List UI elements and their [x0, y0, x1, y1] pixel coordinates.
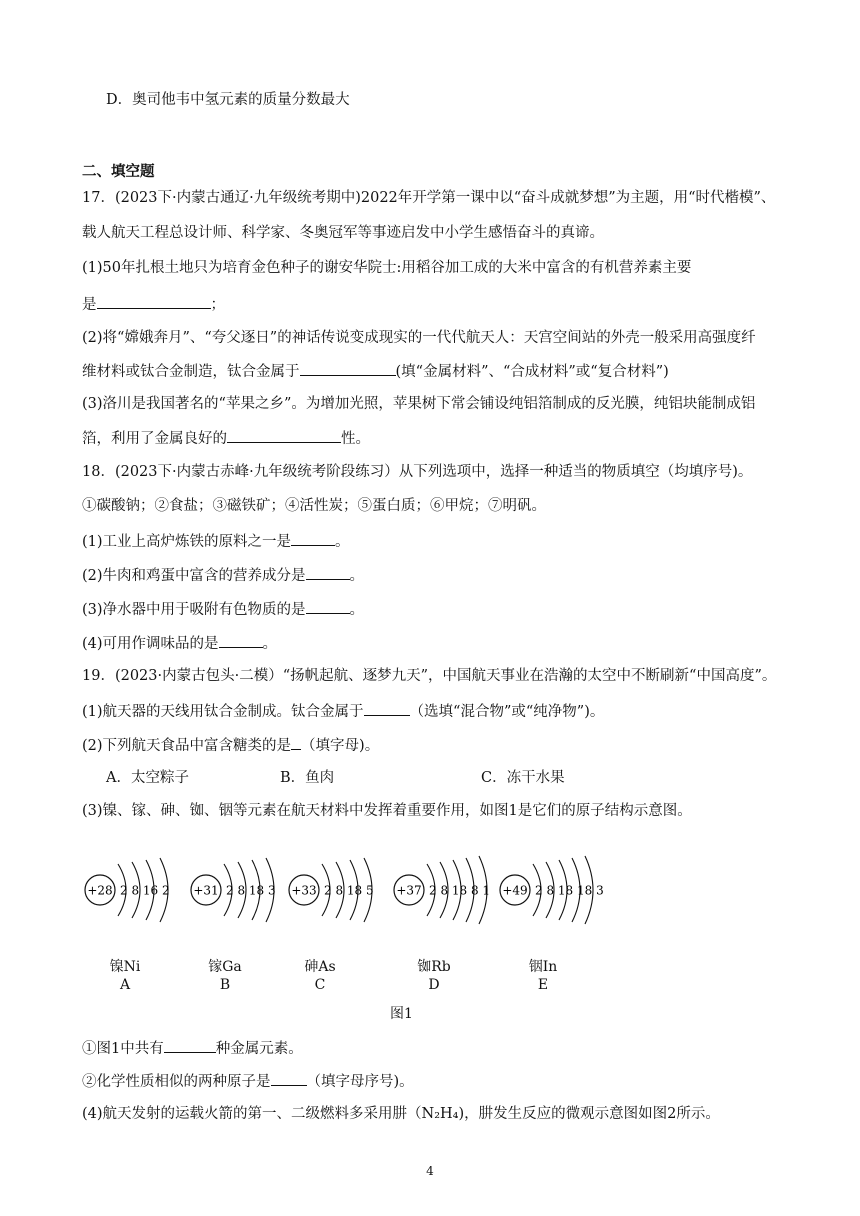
q17-2-line-2: [82, 360, 669, 382]
q19-4: (4)航天发射的运载火箭的第一、二级燃料多采用肼（N₂H₄)，肼发生反应的微观示意图如图2所示。: [82, 1106, 720, 1122]
atom-diagram-b: [186, 830, 296, 934]
answer-blank[interactable]: [97, 293, 211, 309]
option-d: D．奥司他韦中氢元素的质量分数最大: [106, 92, 350, 108]
q18-line-1: 18．(2023下·内蒙古赤峰·九年级统考阶段练习）从下列选项中，选择一种适当的物质填空（均填序号)。: [82, 464, 753, 480]
q17-1-end: ；: [210, 297, 225, 313]
atom-label-b: [190, 958, 260, 994]
nucleus-charge: +37: [396, 883, 422, 898]
q19-3: (3)镍、镓、砷、铷、铟等元素在航天材料中发挥着重要作用，如图1是它们的原子结构示意图。: [82, 803, 692, 819]
q19-1: [82, 700, 604, 722]
answer-blank[interactable]: [219, 632, 263, 648]
q19-3-ii-text: ②化学性质相似的两种原子是: [82, 1074, 271, 1090]
period: 。: [335, 534, 350, 550]
q17-2-text: 维材料或钛合金制造，钛合金属于: [82, 364, 300, 380]
q17-1-line-1: (1)50年扎根土地只为培育金色种子的谢安华院士:用稻谷加工成的大米中富含的有机营养素主要: [82, 260, 692, 276]
q17-3-end: 性。: [341, 431, 370, 447]
q17-1-text: 是: [82, 297, 97, 313]
q18-options: ①碳酸钠；②食盐；③磁铁矿；④活性炭；⑤蛋白质；⑥甲烷；⑦明矾。: [82, 498, 546, 514]
nucleus-charge: +31: [193, 883, 219, 898]
q17-line-1: 17．(2023下·内蒙古通辽·九年级统考期中)2022年开学第一课中以“奋斗成就梦想”为主题，用“时代楷模”、: [82, 190, 776, 206]
element-name: 镓Ga: [208, 959, 242, 975]
atom-diagram-e: [495, 830, 605, 934]
q18-2: [82, 564, 364, 586]
q19-3-i-end: 种金属元素。: [215, 1041, 303, 1057]
q19-line-1: 19．(2023·内蒙古包头·二模）“扬帆起航、逐梦九天”，中国航天事业在浩瀚的太空中不断刷新“中国高度”。: [82, 668, 777, 684]
answer-blank[interactable]: [364, 700, 410, 716]
atom-label-a: [90, 958, 160, 994]
answer-blank[interactable]: [306, 564, 350, 580]
answer-blank[interactable]: [227, 427, 341, 443]
atom-shells: [389, 830, 499, 930]
q17-2-line-1: (2)将“嫦娥奔月”、“夸父逐日”的神话传说变成现实的一代代航天人：天宫空间站的外壳一般采用高强度纤: [82, 330, 756, 346]
answer-blank[interactable]: [291, 530, 335, 546]
atom-label-d: [399, 958, 469, 994]
answer-blank[interactable]: [271, 1070, 307, 1086]
q17-2-end: (填“金属材料”、“合成材料”或“复合材料”): [395, 364, 669, 380]
atom-label-c: [285, 958, 355, 994]
q18-3: [82, 598, 364, 620]
q17-3-line-2: [82, 427, 370, 449]
q19-1-text: (1)航天器的天线用钛合金制成。钛合金属于: [82, 704, 364, 720]
q19-2-text: (2)下列航天食品中富含糖类的是: [82, 738, 292, 754]
nucleus-charge: +33: [291, 883, 317, 898]
electron-counts: 2 8 18 5: [324, 883, 374, 898]
atom-shells: [495, 830, 605, 930]
atom-diagram-d: [389, 830, 499, 934]
answer-blank[interactable]: [291, 734, 301, 750]
atom-shells: [186, 830, 296, 930]
element-letter: C: [314, 977, 326, 993]
atom-shells: [80, 830, 190, 930]
element-letter: D: [428, 977, 440, 993]
q18-2-text: (2)牛肉和鸡蛋中富含的营养成分是: [82, 568, 306, 584]
atom-label-e: [508, 958, 578, 994]
q19-2-option-c: C．冻干水果: [481, 770, 565, 786]
q19-3-ii: [82, 1070, 414, 1092]
electron-counts: 2 8 18 18 3: [535, 883, 604, 898]
page-number: 4: [426, 1164, 434, 1178]
atom-diagram-c: [284, 830, 394, 934]
electron-counts: 2 8 16 2: [120, 883, 170, 898]
electron-counts: 2 8 18 3: [226, 883, 276, 898]
atom-shells: [284, 830, 394, 930]
answer-blank[interactable]: [306, 598, 350, 614]
period: 。: [262, 636, 278, 652]
atom-diagram-a: [80, 830, 190, 934]
q17-3-text: 箔，利用了金属良好的: [82, 431, 227, 447]
answer-blank[interactable]: [164, 1037, 216, 1053]
element-name: 砷As: [304, 959, 336, 975]
electron-counts: 2 8 18 8 1: [429, 883, 491, 898]
q17-3-line-1: (3)洛川是我国著名的“苹果之乡”。为增加光照，苹果树下常会铺设纯铝箔制成的反光膜，纯铝块能制成铝: [82, 396, 756, 412]
q18-1-text: (1)工业上高炉炼铁的原料之一是: [82, 534, 292, 550]
q18-1: [82, 530, 350, 552]
nucleus-charge: +49: [502, 883, 528, 898]
period: 。: [349, 568, 365, 584]
answer-blank[interactable]: [300, 360, 396, 376]
q17-line-2: 载人航天工程总设计师、科学家、冬奥冠军等事迹启发中小学生感悟奋斗的真谛。: [82, 225, 604, 241]
q19-2-option-a: A．太空粽子: [106, 770, 189, 786]
figure-caption: 图1: [390, 1006, 413, 1022]
element-letter: B: [219, 977, 231, 993]
element-name: 铟In: [528, 959, 558, 975]
section-title: 二、填空题: [82, 164, 155, 180]
q19-1-end: （选填“混合物”或“纯净物”)。: [409, 704, 605, 720]
q19-2: [82, 734, 379, 756]
q19-2-end: （填字母)。: [301, 738, 380, 754]
q18-4: [82, 632, 277, 654]
q18-4-text: (4)可用作调味品的是: [82, 636, 219, 652]
q19-3-ii-end: （填字母序号)。: [306, 1074, 414, 1090]
q19-3-i: [82, 1037, 303, 1059]
nucleus-charge: +28: [87, 883, 113, 898]
period: 。: [349, 602, 365, 618]
q17-1-line-2: [82, 293, 225, 315]
element-name: 镍Ni: [109, 959, 141, 975]
q19-3-i-text: ①图1中共有: [82, 1041, 164, 1057]
q19-2-option-b: B．鱼肉: [280, 770, 335, 786]
q18-3-text: (3)净水器中用于吸附有色物质的是: [82, 602, 306, 618]
element-letter: A: [119, 977, 131, 993]
element-letter: E: [537, 977, 549, 993]
element-name: 铷Rb: [417, 959, 451, 975]
